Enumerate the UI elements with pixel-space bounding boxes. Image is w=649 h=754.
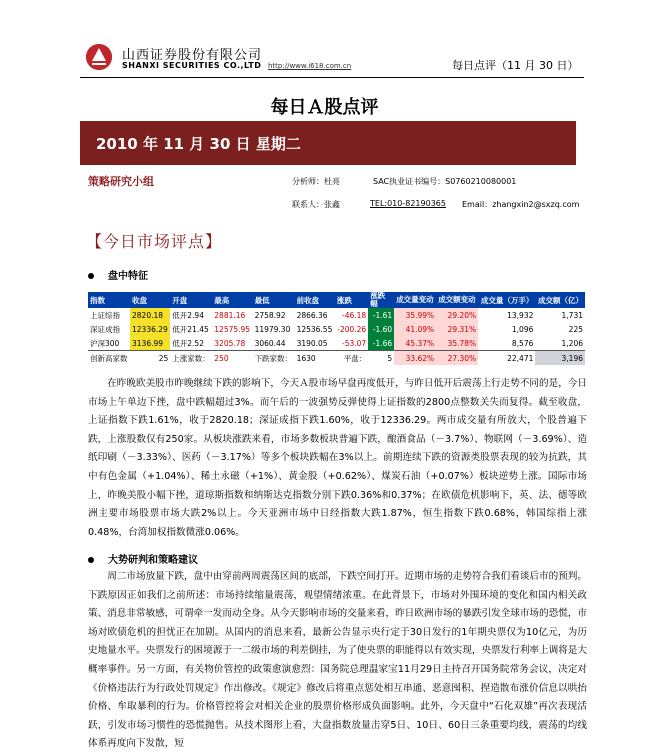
- bullet-label: 大势研判和策略建议: [108, 555, 198, 566]
- cell: 1630: [295, 351, 335, 366]
- page-title: 每日Ａ股点评: [270, 97, 379, 118]
- company-name-cn: 山西证券股份有限公司: [122, 48, 263, 63]
- cell: 29.31%: [436, 322, 478, 336]
- cell: 5: [368, 351, 394, 366]
- cell: -1.66: [368, 336, 394, 351]
- team-name: 策略研究小组: [88, 175, 154, 188]
- col-header: 指数: [88, 292, 130, 308]
- cell: 35.99%: [394, 308, 436, 322]
- cell: 3060.44: [254, 338, 286, 348]
- bullet-label: 盘中特征: [108, 271, 148, 282]
- cell: 2866.36: [296, 310, 328, 320]
- cell: 13,932: [507, 310, 534, 320]
- cell: 2820.18: [130, 308, 170, 322]
- website-link[interactable]: http://www.i618.com.cn: [268, 62, 352, 70]
- col-header: 成交量变动: [394, 292, 436, 308]
- cell: 3,196: [535, 351, 585, 366]
- bullet-strategy: [88, 551, 198, 566]
- cell: 25: [130, 351, 170, 366]
- table-row: [88, 336, 585, 351]
- cell: 1,096: [511, 324, 534, 334]
- cell: 沪深300: [90, 338, 120, 348]
- table-row: [88, 322, 585, 336]
- contact: 联系人：张鑫: [292, 200, 340, 209]
- email: Email：zhangxin2@sxzq.com: [462, 200, 580, 209]
- cell: -200.26: [337, 324, 367, 334]
- cell: 3190.05: [296, 338, 328, 348]
- cell: 1,731: [561, 310, 583, 320]
- col-header: 最低: [253, 292, 295, 308]
- table-footer-row: [88, 351, 585, 366]
- col-header: 开盘: [170, 292, 212, 308]
- cell: 29.20%: [436, 308, 478, 322]
- cell: 2881.16: [214, 310, 246, 320]
- cell: 1,206: [561, 338, 583, 348]
- paragraph-strategy: 周二市场放量下跌，盘中由穿前两周震荡区间的底部，下跌空间打开。近期市场的走势符合我们看谈后市的预判。下跌原因正如我们之前所述：市场持续缩量震荡，观望情绪浓重。在此背景下，市场对外围环境的变化和国内相关政策、消息非常敏感，可谓牵一发而动全身。从今天影响市场的交量来看，昨日欧洲市场的暴跌引发全球市场的恐慌，市场对欧债危机的担忧正在加剧。从国内的消息来看，最新公告显示央行定于30日发行的1年期央票仅为10亿元，为历史地量水平。央票发行的困境源于一二级市场的利差倒挂，为了使央票的职能得以有效实现，央票发行利率上调将是大概率事件。另一方面，有关物价管控的政策愈演愈烈：国务院总理温家宝11月29日主持召开国务院常务会议，决定对《价格违法行为行政处罚规定》作出修改。《规定》修改后将重点惩处相互串通、恶意囤积、捏造散布涨价信息以哄抬价格、牟取暴利的行为。价格管控将会对相关企业的股票价格形成负面影响。此外，今天盘中“石化双雄”再次表现活跃，引发市场习惯性的恐慌抛售。从技术图形上看，大盘指数放量击穿5日、10日、60日三条重要均线，震荡的均线体系再度向下发散，短: [88, 571, 587, 750]
- cell: 45.37%: [394, 336, 436, 351]
- cell: 11979.30: [254, 324, 291, 334]
- cell: 22,471: [478, 351, 535, 366]
- section-title: 【今日市场评点】: [86, 232, 223, 251]
- col-header: 最高: [212, 292, 252, 308]
- col-header: 成交额（亿）: [535, 292, 585, 308]
- cell: 27.30%: [436, 351, 478, 366]
- cell: 33.62%: [394, 351, 436, 366]
- paragraph-market-review: 在昨晚欧美股市昨晚继续下跌的影响下，今天Ａ股市场早盘再度低开，与昨日低开后震荡上行走势不同的是，今日市场上午单边下挫，盘中跌幅超过3%。而午后的一波强势反弹使得上证指数的2800点整数关失而复得。截至收盘，上证指数下跌1.61%，收于2820.18；深证成指下跌1.60%，收于12336.29。两市成交量有所放大，个股普遍下跌，上涨股数仅有250家。从板块涨跌来看，市场多数板块普遍下跌，酿酒食品（－3.7%）、物联网（－3.69%）、造纸印刷（－3.33%）、医药（－3.17%）等多个板块跌幅在3%以上。前期连续下跌的资源类股票表现的较为抗跌，其中有色金属（+1.04%）、稀土永磁（+1%）、黄金股（+0.62%）、煤炭石油（+0.07%）板块逆势上涨。国际市场上，昨晚美股小幅下挫，道琼斯指数和纳斯达克指数分别下跌0.36%和0.37%；在欧债危机影响下，英、法、德等欧洲主要市场股票市场大跌2%以上。今天亚洲市场中日经指数大跌1.87%，恒生指数下跌0.68%，韩国综指上涨0.48%，台湾加权指数微涨0.06%。: [88, 378, 587, 538]
- col-header: 涨跌: [335, 292, 368, 308]
- cell: -53.07: [342, 338, 367, 348]
- company-name-en: SHANXI SECURITIES CO.,LTD: [122, 61, 262, 70]
- cell: 41.09%: [394, 322, 436, 336]
- cell: 创新高家数: [88, 351, 130, 366]
- cell: -1.61: [368, 308, 394, 322]
- table-row: [88, 308, 585, 322]
- table-header-row: [88, 292, 585, 308]
- report-tag: 每日点评（11 月 30 日）: [452, 59, 579, 72]
- col-header: 成交量（万手）: [478, 292, 535, 308]
- cell: 低开21.45: [172, 324, 209, 334]
- header-divider: [80, 77, 584, 78]
- cert-number: SAC执业证书编号：S0760210080001: [373, 177, 517, 186]
- market-table: [88, 292, 585, 365]
- cell: 250: [212, 351, 252, 366]
- col-header: 涨跌幅: [368, 292, 394, 308]
- date-text: 2010 年 11 月 30 日 星期二: [96, 135, 301, 153]
- cell: 下跌家数：: [253, 351, 295, 366]
- cell: -1.60: [368, 322, 394, 336]
- col-header: 前收盘: [295, 292, 335, 308]
- cell: 深证成指: [90, 324, 120, 334]
- cell: 35.78%: [436, 336, 478, 351]
- cell: 3136.99: [130, 336, 170, 351]
- bullet-market-features: [88, 267, 148, 282]
- col-header: 收盘: [130, 292, 170, 308]
- cell: 12336.29: [130, 322, 170, 336]
- cell: 2758.92: [254, 310, 286, 320]
- cell: 上涨家数：: [170, 351, 212, 366]
- cell: 3205.78: [214, 338, 246, 348]
- col-header: 成交额变动: [436, 292, 478, 308]
- cell: -46.18: [342, 310, 367, 320]
- bullet-dot-icon: [88, 557, 94, 563]
- cell: 225: [568, 324, 583, 334]
- cell: 8,576: [511, 338, 534, 348]
- bullet-dot-icon: [88, 273, 94, 279]
- company-logo: [86, 44, 112, 70]
- cell: 低开2.94: [172, 310, 204, 320]
- analyst: 分析师：杜亮: [292, 177, 340, 186]
- cell: 低开2.52: [172, 338, 204, 348]
- date-banner: [80, 121, 576, 165]
- cell: 平盘：: [335, 351, 368, 366]
- cell: 上证综指: [90, 310, 120, 320]
- cell: 12575.95: [214, 324, 251, 334]
- cell: 12536.55: [296, 324, 333, 334]
- tel-link[interactable]: TEL:010-82190365: [370, 199, 446, 208]
